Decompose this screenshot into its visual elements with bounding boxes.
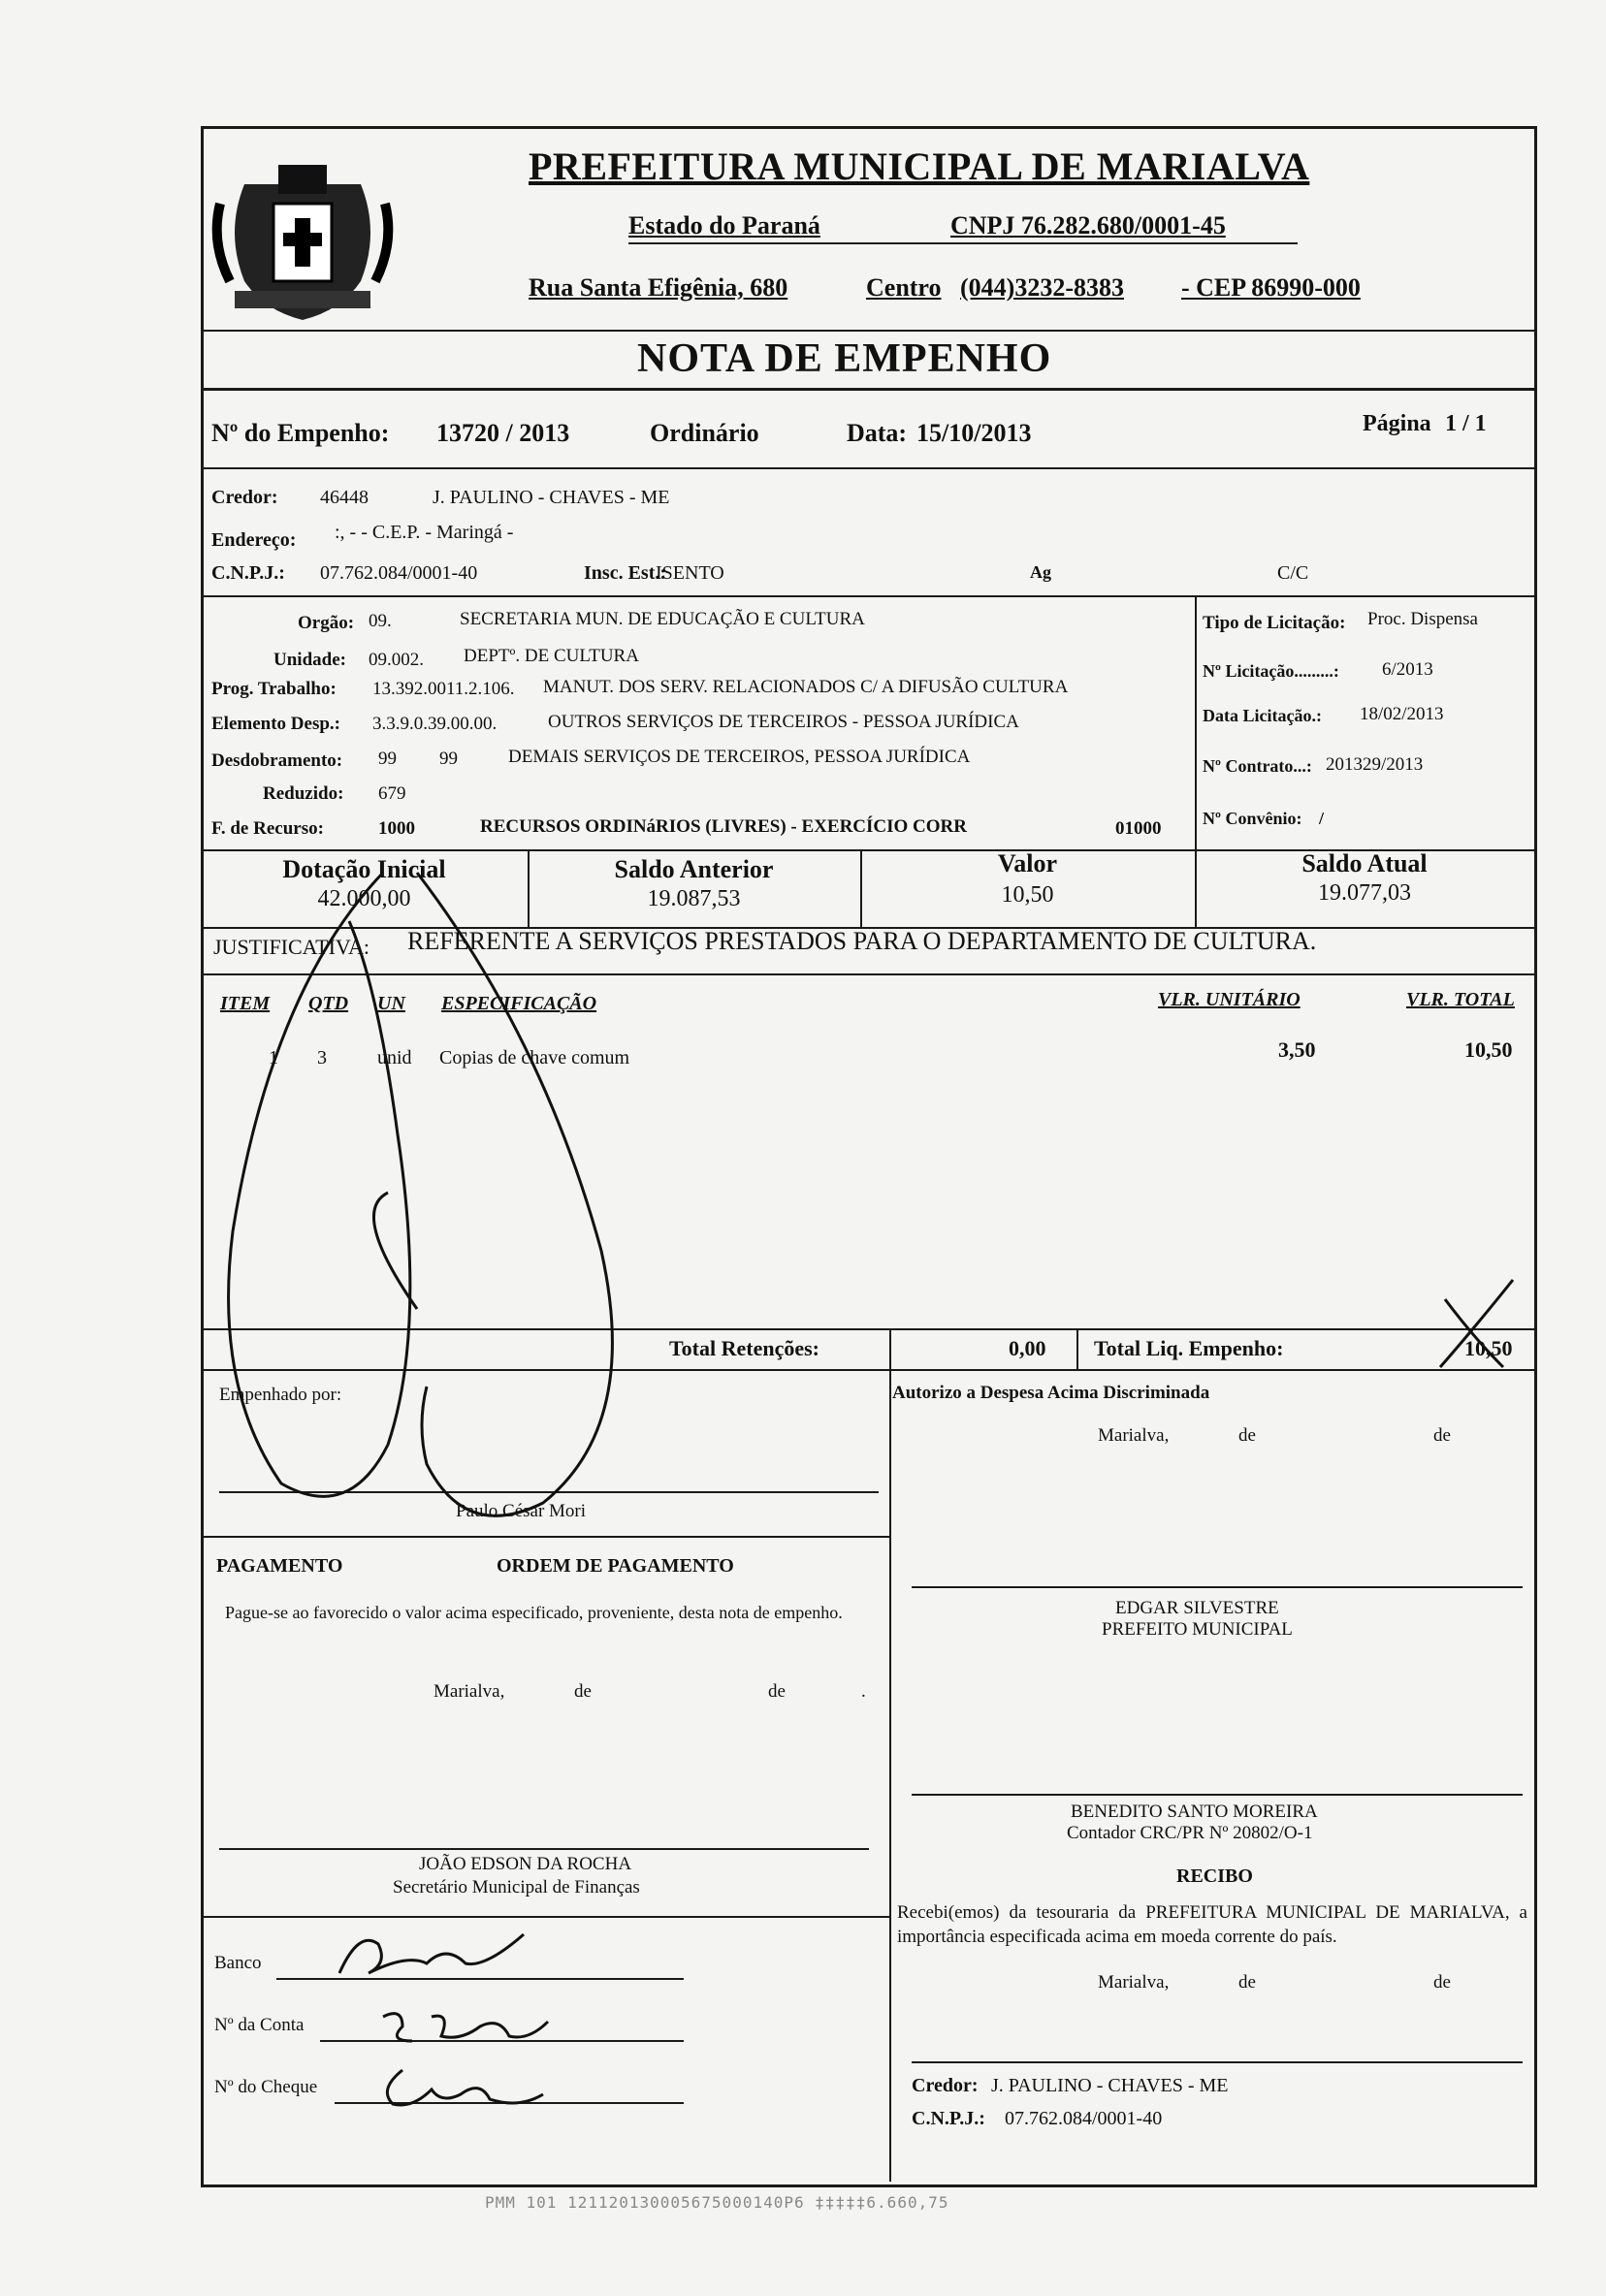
credor-name: J. PAULINO - CHAVES - ME bbox=[433, 487, 670, 508]
col-spec: ESPECIFICAÇÃO bbox=[441, 993, 597, 1014]
credor-cnpj: 07.762.084/0001-40 bbox=[320, 562, 478, 584]
retencoes-value: 0,00 bbox=[1009, 1336, 1046, 1360]
total-liq-value: 10,50 bbox=[1464, 1336, 1513, 1360]
header-district: Centro bbox=[866, 273, 942, 302]
elemento-label: Elemento Desp.: bbox=[211, 714, 340, 734]
licitacao-tipo: Proc. Dispensa bbox=[1367, 609, 1478, 629]
recurso-code2: 01000 bbox=[1115, 818, 1162, 839]
empenhado-label: Empenhado por: bbox=[219, 1385, 342, 1405]
orgao-name: SECRETARIA MUN. DE EDUCAÇÃO E CULTURA bbox=[460, 609, 865, 629]
pagamento-label: PAGAMENTO bbox=[216, 1555, 343, 1577]
recibo-de1: de bbox=[1238, 1972, 1256, 1993]
coat-of-arms-logo bbox=[206, 145, 400, 330]
recibo-text: Recebi(emos) da tesouraria da PREFEITURA MUNICIPAL DE MARIALVA, a importância especificada acima em moeda corrente do país. bbox=[897, 1902, 1527, 1947]
left-de1: de bbox=[574, 1681, 592, 1702]
item-total: 10,50 bbox=[1464, 1037, 1513, 1062]
total-liq-label: Total Liq. Empenho: bbox=[1094, 1336, 1284, 1360]
valor-label: Valor bbox=[997, 849, 1058, 877]
desdob-b: 99 bbox=[439, 749, 458, 769]
recibo-title: RECIBO bbox=[1176, 1866, 1253, 1887]
saldo-atual-value: 19.077,03 bbox=[1318, 880, 1411, 906]
left-city: Marialva, bbox=[434, 1681, 505, 1702]
licitacao-num: 6/2013 bbox=[1382, 659, 1433, 680]
desdob-name: DEMAIS SERVIÇOS DE TERCEIROS, PESSOA JURÍDICA bbox=[508, 747, 971, 767]
reduzido-value: 679 bbox=[378, 783, 406, 804]
elemento-code: 3.3.9.0.39.00.00. bbox=[372, 714, 498, 734]
convenio-value: / bbox=[1319, 809, 1325, 828]
unidade-label: Unidade: bbox=[273, 650, 346, 670]
licitacao-data: 18/02/2013 bbox=[1360, 704, 1444, 724]
empenho-date-label: Data: bbox=[847, 419, 908, 447]
empenhado-name: Paulo César Mori bbox=[456, 1501, 587, 1521]
item-spec: Copias de chave comum bbox=[439, 1047, 630, 1068]
justificativa-label: JUSTIFICATIVA: bbox=[213, 935, 369, 959]
item-num: 1 bbox=[269, 1047, 278, 1068]
cheque-label: Nº do Cheque bbox=[214, 2077, 318, 2097]
empenho-label: Nº do Empenho: bbox=[211, 419, 390, 447]
recibo-city: Marialva, bbox=[1098, 1972, 1170, 1993]
header-address: Rua Santa Efigênia, 680 bbox=[529, 273, 788, 302]
dotacao-label: Dotação Inicial bbox=[282, 855, 446, 883]
header-phone: (044)3232-8383 bbox=[960, 273, 1124, 302]
desdob-label: Desdobramento: bbox=[211, 750, 343, 771]
col-item: ITEM bbox=[220, 993, 271, 1014]
recibo-de2: de bbox=[1433, 1972, 1451, 1993]
header-title: PREFEITURA MUNICIPAL DE MARIALVA bbox=[529, 144, 1310, 188]
footer-code: PMM 101 121120130005675000140P6 ‡‡‡‡‡6.660,75 bbox=[485, 2193, 949, 2212]
contador-role: Contador CRC/PR Nº 20802/O-1 bbox=[1067, 1823, 1313, 1843]
justificativa-text: REFERENTE A SERVIÇOS PRESTADOS PARA O DEPARTAMENTO DE CULTURA. bbox=[407, 927, 1317, 955]
empenho-date: 15/10/2013 bbox=[916, 419, 1032, 447]
page-label: Página bbox=[1363, 411, 1431, 436]
header-cep: - CEP 86990-000 bbox=[1181, 273, 1361, 302]
contrato-label: Nº Contrato...: bbox=[1203, 756, 1312, 776]
valor-value: 10,50 bbox=[1001, 882, 1054, 908]
header-cnpj: CNPJ 76.282.680/0001-45 bbox=[950, 211, 1226, 239]
recibo-credor: J. PAULINO - CHAVES - ME bbox=[991, 2075, 1229, 2096]
recibo-cnpj: 07.762.084/0001-40 bbox=[1005, 2108, 1163, 2129]
right-de1: de bbox=[1238, 1425, 1256, 1446]
ordem-label: ORDEM DE PAGAMENTO bbox=[497, 1555, 734, 1577]
licitacao-num-label: Nº Licitação.........: bbox=[1203, 661, 1339, 681]
unidade-code: 09.002. bbox=[369, 650, 424, 670]
prog-name: MANUT. DOS SERV. RELACIONADOS C/ A DIFUSÃO CULTURA bbox=[543, 677, 1069, 697]
reduzido-label: Reduzido: bbox=[263, 783, 344, 804]
retencoes-label: Total Retenções: bbox=[669, 1336, 819, 1360]
endereco-label: Endereço: bbox=[211, 529, 297, 551]
prefeito-role: PREFEITO MUNICIPAL bbox=[1102, 1619, 1293, 1640]
licitacao-data-label: Data Licitação.: bbox=[1203, 706, 1322, 725]
licitacao-tipo-label: Tipo de Licitação: bbox=[1203, 613, 1346, 633]
conta-label: Nº da Conta bbox=[214, 2015, 305, 2035]
col-un: UN bbox=[377, 993, 405, 1014]
page-number: 1 / 1 bbox=[1445, 411, 1487, 436]
insc-value: ISENTO bbox=[656, 562, 724, 584]
prefeito-name: EDGAR SILVESTRE bbox=[1115, 1598, 1279, 1618]
doc-title: NOTA DE EMPENHO bbox=[637, 336, 1052, 381]
banco-label: Banco bbox=[214, 1953, 262, 1973]
right-city: Marialva, bbox=[1098, 1425, 1170, 1446]
ag-label: Ag bbox=[1030, 562, 1051, 582]
item-qtd: 3 bbox=[317, 1047, 327, 1068]
convenio-label: Nº Convênio: bbox=[1203, 809, 1302, 828]
orgao-code: 09. bbox=[369, 611, 392, 631]
credor-label: Credor: bbox=[211, 487, 278, 508]
recurso-label: F. de Recurso: bbox=[211, 818, 324, 839]
saldo-anterior-label: Saldo Anterior bbox=[614, 855, 774, 883]
pague-text: Pague-se ao favorecido o valor acima especificado, proveniente, desta nota de empenho. bbox=[225, 1603, 843, 1622]
recibo-cnpj-label: C.N.P.J.: bbox=[912, 2108, 985, 2129]
item-unit: 3,50 bbox=[1278, 1037, 1316, 1062]
orgao-label: Orgão: bbox=[298, 613, 355, 633]
unidade-name: DEPTº. DE CULTURA bbox=[464, 646, 639, 666]
prog-label: Prog. Trabalho: bbox=[211, 679, 337, 699]
autorizo-label: Autorizo a Despesa Acima Discriminada bbox=[892, 1383, 1210, 1403]
right-de2: de bbox=[1433, 1425, 1451, 1446]
left-dot: . bbox=[861, 1681, 866, 1702]
saldo-atual-label: Saldo Atual bbox=[1301, 849, 1428, 877]
prog-code: 13.392.0011.2.106. bbox=[372, 679, 515, 699]
col-unit: VLR. UNITÁRIO bbox=[1158, 989, 1301, 1010]
recurso-name: RECURSOS ORDINáRIOS (LIVRES) - EXERCÍCIO CORR bbox=[480, 816, 967, 837]
contador-name: BENEDITO SANTO MOREIRA bbox=[1071, 1802, 1318, 1822]
left-de2: de bbox=[768, 1681, 786, 1702]
credor-cnpj-label: C.N.P.J.: bbox=[211, 562, 285, 584]
credor-code: 46448 bbox=[320, 487, 369, 508]
joao-role: Secretário Municipal de Finanças bbox=[393, 1877, 640, 1897]
dotacao-value: 42.000,00 bbox=[317, 886, 411, 911]
desdob-a: 99 bbox=[378, 749, 397, 769]
insc-label: Insc. Est.: bbox=[584, 562, 667, 584]
col-total: VLR. TOTAL bbox=[1406, 989, 1515, 1010]
elemento-name: OUTROS SERVIÇOS DE TERCEIROS - PESSOA JURÍDICA bbox=[548, 712, 1019, 732]
empenho-number: 13720 / 2013 bbox=[436, 419, 570, 447]
col-qtd: QTD bbox=[308, 993, 349, 1014]
recibo-credor-label: Credor: bbox=[912, 2075, 979, 2096]
header-state: Estado do Paraná bbox=[628, 211, 820, 239]
item-un: unid bbox=[377, 1047, 412, 1068]
contrato-value: 201329/2013 bbox=[1326, 754, 1424, 775]
recurso-code: 1000 bbox=[378, 818, 415, 839]
joao-name: JOÃO EDSON DA ROCHA bbox=[419, 1854, 632, 1874]
saldo-anterior-value: 19.087,53 bbox=[647, 886, 741, 911]
cc-label: C/C bbox=[1277, 562, 1309, 584]
endereco-value: :, - - C.E.P. - Maringá - bbox=[335, 522, 514, 543]
empenho-type: Ordinário bbox=[650, 419, 759, 447]
